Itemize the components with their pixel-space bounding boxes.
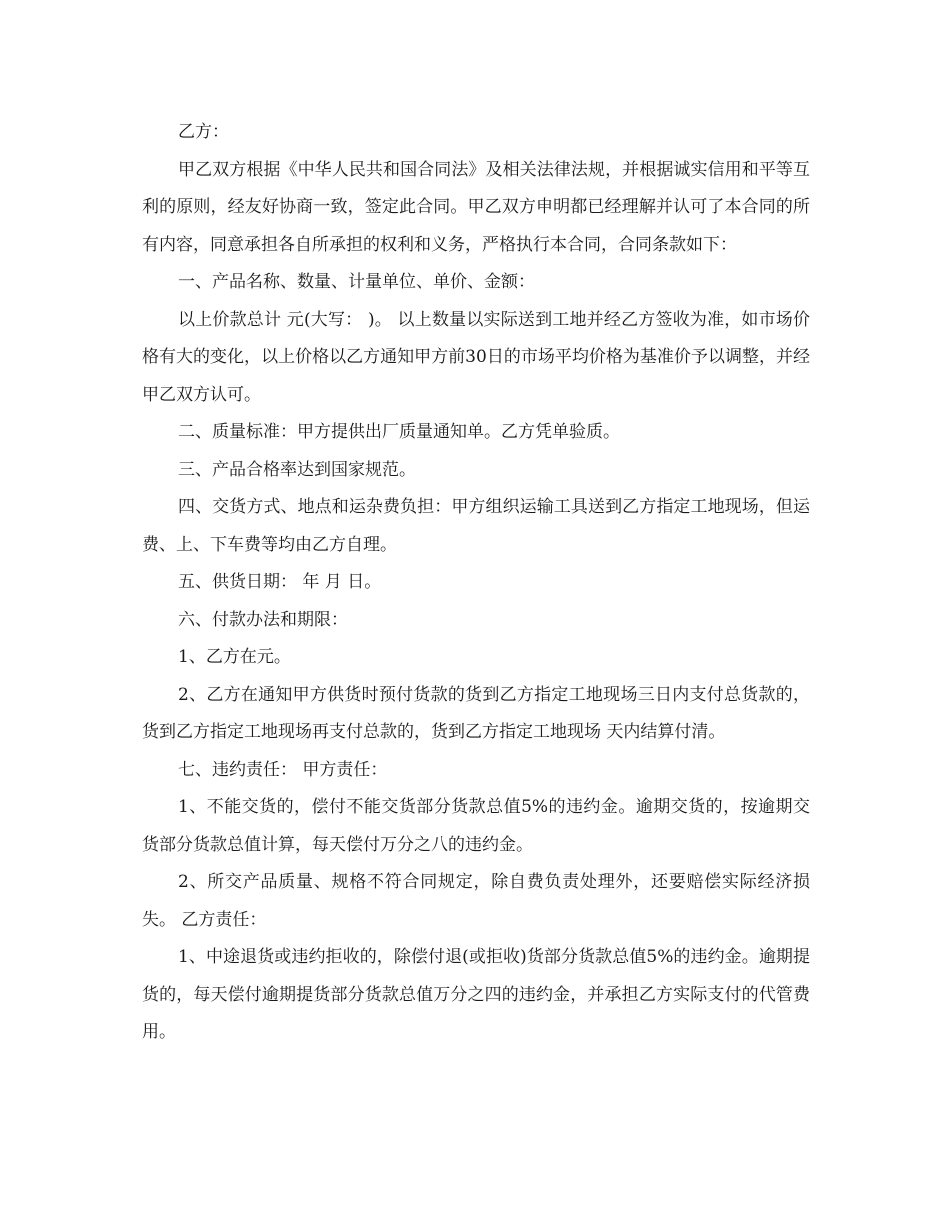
clause-1-price-paragraph: 以上价款总计 元(大写： )。 以上数量以实际送到工地并经乙方签收为准，如市场价格有大的变化，以上价格以乙方通知甲方前30日的市场平均价格为基准价予以调整，并经甲乙双方认可。 xyxy=(142,309,810,405)
clause-6-heading: 六、付款办法和期限： xyxy=(178,609,348,630)
clause-5-supply-date: 五、供货日期： 年 月 日。 xyxy=(178,572,382,592)
clause-3-pass-rate: 三、产品合格率达到国家规范。 xyxy=(178,459,416,480)
clause-7-party-b-item-1: 1、中途退货或违约拒收的，除偿付退(或拒收)货部分货款总值5%的违约金。逾期提货的，每天偿付逾期提货部分货款总值万分之四的违约金，并承担乙方实际支付的代管费用。 xyxy=(142,947,810,1042)
clause-7-party-a-item-1: 1、不能交货的，偿付不能交货部分货款总值5%的违约金。逾期交货的，按逾期交货部分货款总值计算，每天偿付万分之八的违约金。 xyxy=(142,797,810,855)
document-body xyxy=(142,114,810,1052)
clause-7-heading: 七、违约责任： 甲方责任： xyxy=(178,759,388,780)
clause-6-item-2: 2、乙方在通知甲方供货时预付货款的货到乙方指定工地现场三日内支付总货款的，货到乙方指定工地现场再支付总款的，货到乙方指定工地现场 天内结算付清。 xyxy=(142,684,810,742)
clause-7-party-a-item-2: 2、所交产品质量、规格不符合同规定，除自费负责处理外，还要赔偿实际经济损失。 乙方责任： xyxy=(142,872,810,930)
clause-4-delivery: 四、交货方式、地点和运杂费负担：甲方组织运输工具送到乙方指定工地现场，但运费、上、下车费等均由乙方自理。 xyxy=(142,497,810,555)
clause-2-quality: 二、质量标准：甲方提供出厂质量通知单。乙方凭单验质。 xyxy=(178,422,620,442)
party-b-line: 乙方： xyxy=(178,122,229,142)
clause-6-item-1: 1、乙方在元。 xyxy=(178,647,291,667)
clause-1-heading: 一、产品名称、数量、计量单位、单价、金额： xyxy=(178,272,535,292)
preamble-paragraph: 甲乙双方根据《中华人民共和国合同法》及相关法律法规，并根据诚实信用和平等互利的原则，经友好协商一致，签定此合同。甲乙双方申明都已经理解并认可了本合同的所有内容，同意承担各自所承担的权利和义务，严格执行本合同，合同条款如下： xyxy=(142,159,810,255)
